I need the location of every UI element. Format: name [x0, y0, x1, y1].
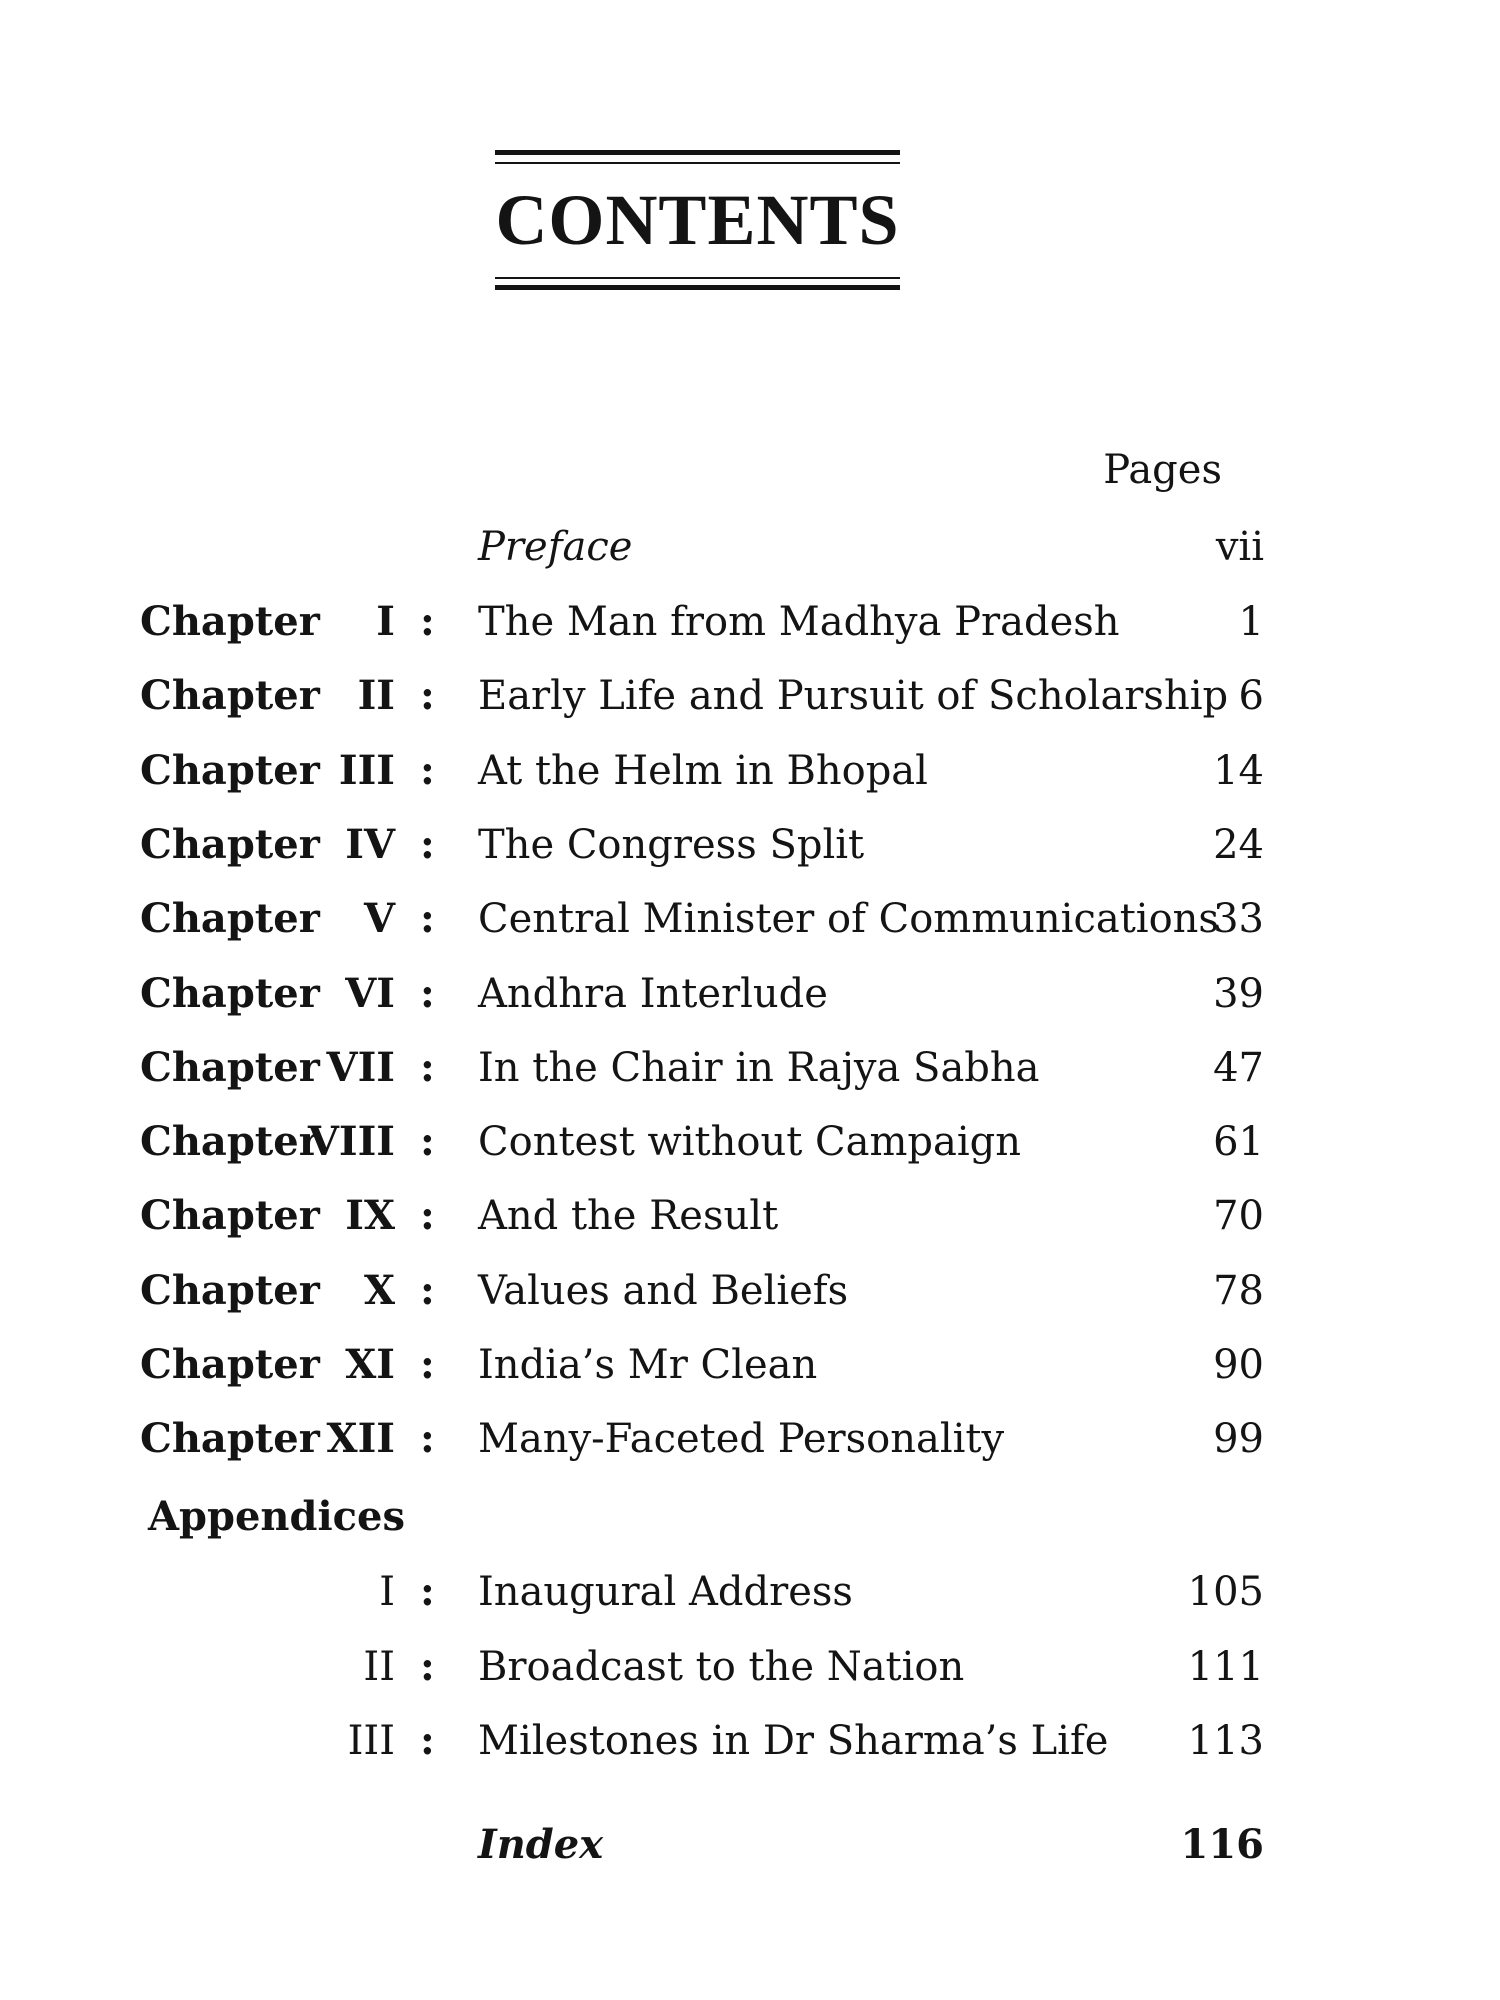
chapter-title: In the Chair in Rajya Sabha — [478, 1045, 1040, 1091]
chapter-title: At the Helm in Bhopal — [478, 748, 928, 794]
chapter-row — [0, 815, 1500, 875]
appendix-title: Milestones in Dr Sharma’s Life — [478, 1718, 1109, 1764]
chapter-word: Chapter — [140, 747, 320, 794]
chapter-numeral: II — [357, 672, 395, 719]
chapter-colon: : — [420, 747, 435, 794]
chapter-numeral: III — [338, 747, 395, 794]
appendix-colon: : — [420, 1717, 435, 1764]
chapter-title: Early Life and Pursuit of Scholarship — [478, 673, 1229, 719]
chapter-colon: : — [420, 821, 435, 868]
chapter-page: 24 — [1213, 822, 1264, 868]
chapter-numeral: VIII — [307, 1118, 395, 1165]
chapter-colon: : — [420, 1192, 435, 1239]
appendix-row — [0, 1637, 1500, 1697]
chapter-page: 47 — [1213, 1045, 1264, 1091]
appendix-colon: : — [420, 1568, 435, 1615]
chapter-colon: : — [420, 1341, 435, 1388]
chapter-colon: : — [420, 895, 435, 942]
preface-page: vii — [1215, 524, 1264, 570]
chapter-colon: : — [420, 970, 435, 1017]
appendix-title: Broadcast to the Nation — [478, 1644, 965, 1690]
chapter-word: Chapter — [140, 1415, 320, 1462]
preface-label: Preface — [478, 524, 633, 570]
chapter-word: Chapter — [140, 1267, 320, 1314]
chapter-row — [0, 666, 1500, 726]
index-label: Index — [478, 1821, 604, 1868]
chapter-colon: : — [420, 1118, 435, 1165]
chapter-word: Chapter — [140, 821, 320, 868]
appendix-numeral: II — [363, 1644, 395, 1690]
chapter-title: The Man from Madhya Pradesh — [478, 599, 1120, 645]
chapter-page: 90 — [1213, 1342, 1264, 1388]
title-rule-top-thick — [495, 150, 900, 155]
chapter-row — [0, 1112, 1500, 1172]
title-rule-bottom-thin — [495, 277, 900, 279]
appendix-row — [0, 1562, 1500, 1622]
chapter-word: Chapter — [140, 1192, 320, 1239]
chapter-numeral: V — [363, 895, 395, 942]
chapter-title: Andhra Interlude — [478, 971, 828, 1017]
chapter-colon: : — [420, 672, 435, 719]
title-rule-bottom-thick — [495, 285, 900, 290]
chapter-colon: : — [420, 1415, 435, 1462]
appendix-row — [0, 1711, 1500, 1771]
chapter-page: 39 — [1213, 971, 1264, 1017]
chapter-page: 6 — [1238, 673, 1264, 719]
chapter-title: And the Result — [478, 1193, 779, 1239]
chapter-colon: : — [420, 598, 435, 645]
chapter-title: Contest without Campaign — [478, 1119, 1022, 1165]
preface-row — [0, 517, 1500, 577]
chapter-numeral: X — [363, 1267, 395, 1314]
chapter-title: Many-Faceted Personality — [478, 1416, 1005, 1462]
chapter-word: Chapter — [140, 970, 320, 1017]
appendix-numeral: III — [347, 1718, 395, 1764]
appendix-colon: : — [420, 1643, 435, 1690]
chapter-numeral: IX — [345, 1192, 395, 1239]
chapter-word: Chapter — [140, 598, 320, 645]
chapter-word: Chapter — [140, 1118, 320, 1165]
chapter-row — [0, 964, 1500, 1024]
chapter-numeral: VII — [326, 1044, 395, 1091]
index-page: 116 — [1180, 1821, 1264, 1868]
chapter-colon: : — [420, 1044, 435, 1091]
chapter-word: Chapter — [140, 672, 320, 719]
appendix-numeral: I — [379, 1569, 395, 1615]
chapter-title: Central Minister of Communications — [478, 896, 1219, 942]
chapter-row — [0, 1261, 1500, 1321]
chapter-page: 1 — [1238, 599, 1264, 645]
chapter-page: 78 — [1213, 1268, 1264, 1314]
chapter-page: 99 — [1213, 1416, 1264, 1462]
chapter-numeral: VI — [345, 970, 395, 1017]
chapter-word: Chapter — [140, 1341, 320, 1388]
chapter-row — [0, 592, 1500, 652]
chapter-numeral: XI — [345, 1341, 395, 1388]
appendix-page: 113 — [1187, 1718, 1264, 1764]
chapter-word: Chapter — [140, 895, 320, 942]
appendix-page: 105 — [1187, 1569, 1264, 1615]
chapter-numeral: IV — [345, 821, 395, 868]
index-row — [0, 1815, 1500, 1875]
chapter-title: The Congress Split — [478, 822, 865, 868]
chapter-page: 33 — [1213, 896, 1264, 942]
page-title: CONTENTS — [495, 180, 900, 260]
chapter-word: Chapter — [140, 1044, 320, 1091]
chapter-page: 70 — [1213, 1193, 1264, 1239]
chapter-numeral: XII — [326, 1415, 395, 1462]
appendix-page: 111 — [1187, 1644, 1264, 1690]
chapter-page: 14 — [1213, 748, 1264, 794]
chapter-page: 61 — [1213, 1119, 1264, 1165]
appendix-title: Inaugural Address — [478, 1569, 853, 1615]
chapter-row — [0, 741, 1500, 801]
chapter-row — [0, 1186, 1500, 1246]
appendices-heading: Appendices — [148, 1493, 405, 1540]
chapter-row — [0, 1335, 1500, 1395]
chapter-row — [0, 1409, 1500, 1469]
chapter-row — [0, 1038, 1500, 1098]
chapter-row — [0, 889, 1500, 949]
chapter-title: Values and Beliefs — [478, 1268, 849, 1314]
chapter-title: India’s Mr Clean — [478, 1342, 818, 1388]
pages-column-header: Pages — [1103, 447, 1222, 493]
chapter-colon: : — [420, 1267, 435, 1314]
chapter-numeral: I — [376, 598, 395, 645]
title-rule-top-thin — [495, 162, 900, 164]
